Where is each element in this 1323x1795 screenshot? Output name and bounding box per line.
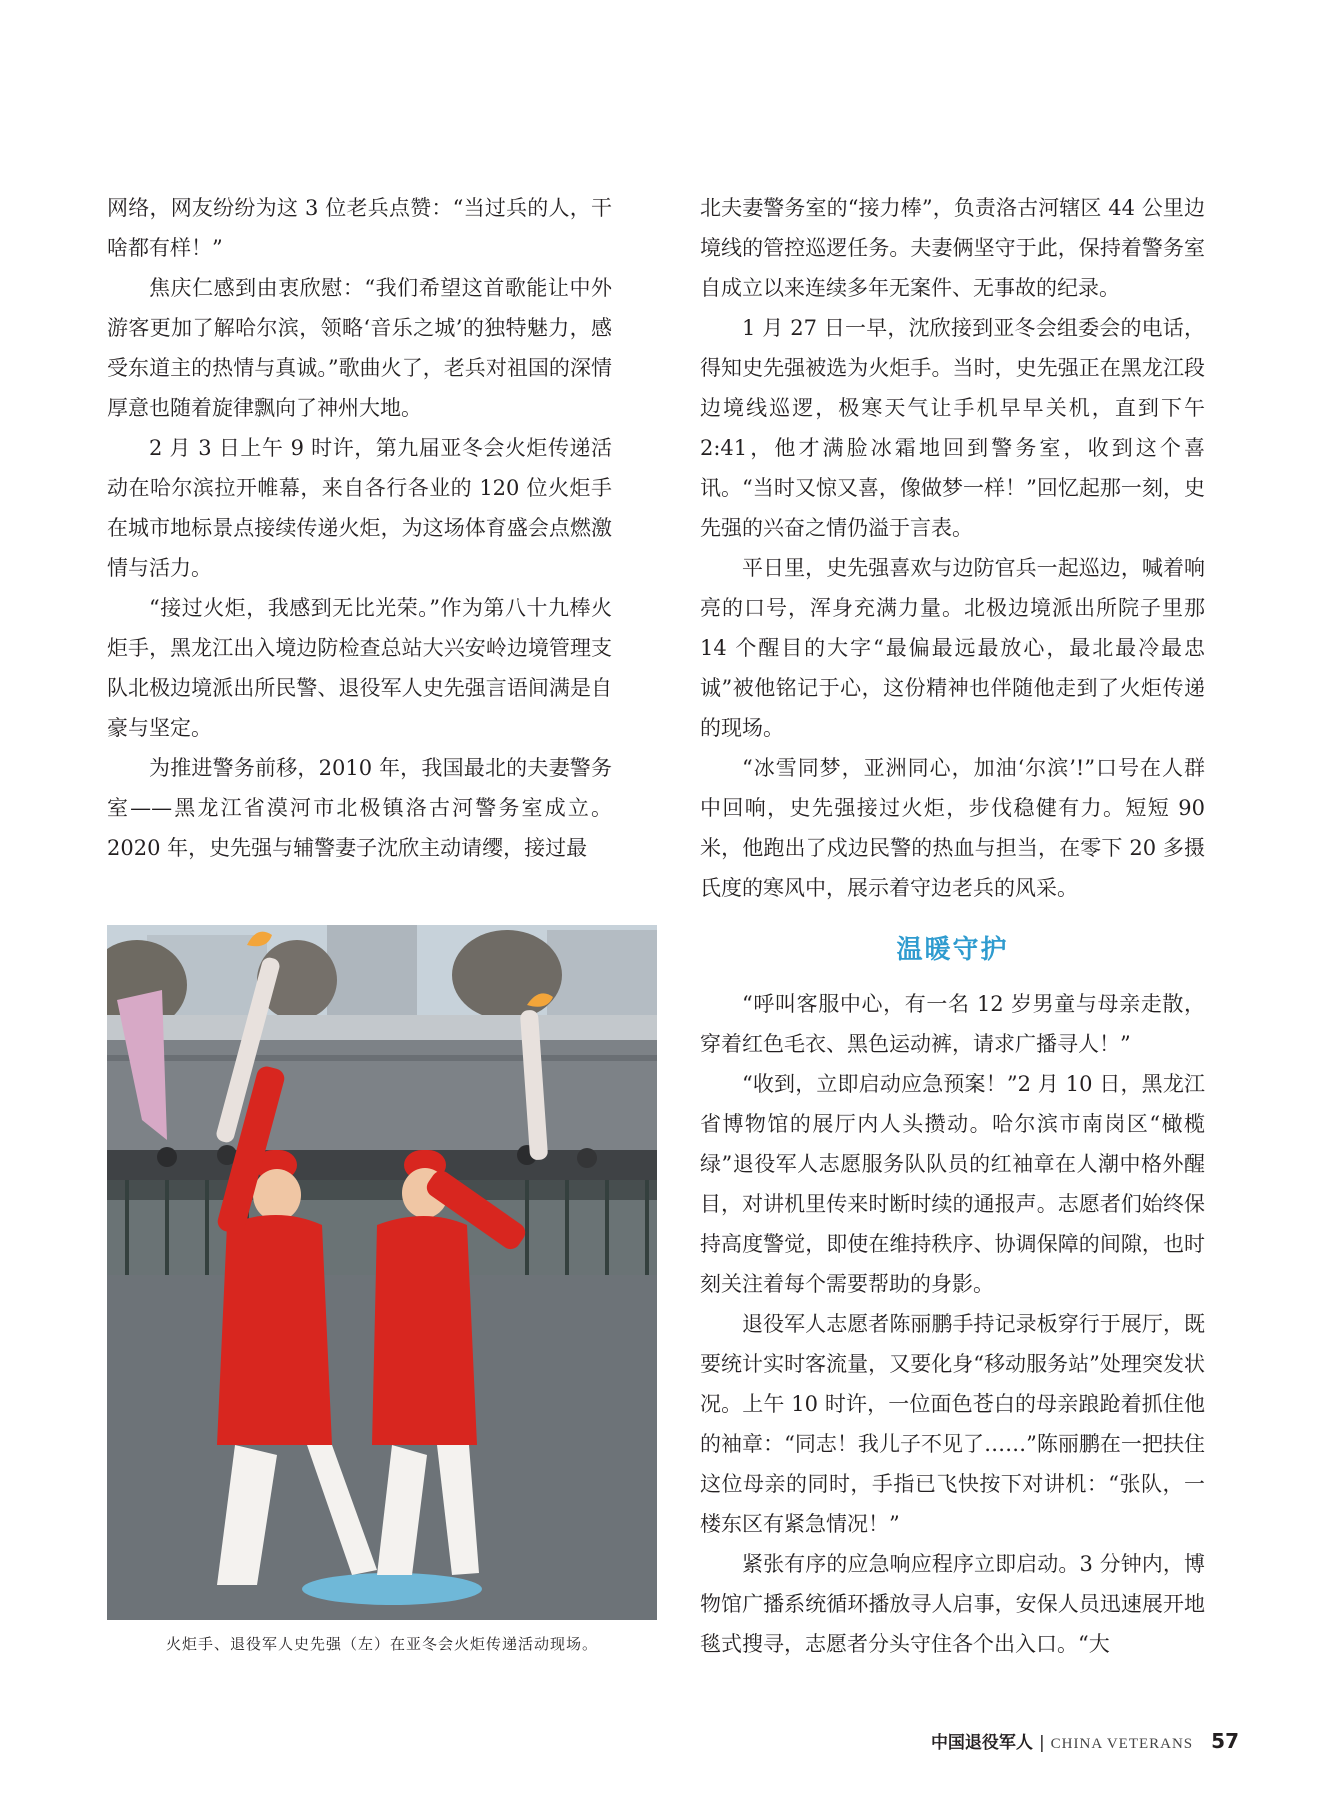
paragraph: 网络，网友纷纷为这 3 位老兵点赞：“当过兵的人，干啥都有样！” [107,196,612,260]
publication-name: 中国退役军人 [930,1733,1033,1753]
paragraph: 2 月 3 日上午 9 时许，第九届亚冬会火炬传递活动在哈尔滨拉开帷幕，来自各行各业的 120 位火炬手在城市地标景点接续传递火炬，为这场体育盛会点燃激情与活力。 [107,436,612,580]
page-number: 57 [1211,1729,1239,1753]
section-heading: 温暖守护 [896,935,1009,965]
paragraph: 紧张有序的应急响应程序立即启动。3 分钟内，博物馆广播系统循环播放寻人启事，安保人员迅速展开地毯式搜寻，志愿者分头守住各个出入口。“大 [700,1552,1205,1656]
photo-illustration [107,925,657,1620]
torch-relay-photo [107,925,657,1620]
paragraph: “呼叫客服中心，有一名 12 岁男童与母亲走散，穿着红色毛衣、黑色运动裤，请求广播寻人！” [700,992,1205,1056]
paragraph: 为推进警务前移，2010 年，我国最北的夫妻警务室——黑龙江省漠河市北极镇洛古河警务室成立。2020 年，史先强与辅警妻子沈欣主动请缨，接过最 [107,756,612,860]
page-footer [931,1728,1239,1753]
paragraph: 北夫妻警务室的“接力棒”，负责洛古河辖区 44 公里边境线的管控巡逻任务。夫妻俩坚守于此，保持着警务室自成立以来连续多年无案件、无事故的纪录。 [700,196,1205,300]
paragraph: “接过火炬，我感到无比光荣。”作为第八十九棒火炬手，黑龙江出入境边防检查总站大兴安岭边境管理支队北极边境派出所民警、退役军人史先强言语间满是自豪与坚定。 [107,596,612,740]
paragraph: 焦庆仁感到由衷欣慰：“我们希望这首歌能让中外游客更加了解哈尔滨，领略‘音乐之城’的独特魅力，感受东道主的热情与真诚。”歌曲火了，老兵对祖国的深情厚意也随着旋律飘向了神州大地。 [107,276,612,420]
paragraph: “收到，立即启动应急预案！”2 月 10 日，黑龙江省博物馆的展厅内人头攒动。哈尔滨市南岗区“橄榄绿”退役军人志愿服务队队员的红袖章在人潮中格外醒目，对讲机里传来时断时续的通报声。志愿者们始终保持高度警觉，即使在维持秩序、协调保障的间隙，也时刻关注着每个需要帮助的身影。 [700,1072,1205,1296]
paragraph: “冰雪同梦，亚洲同心，加油‘尔滨’!”口号在人群中回响，史先强接过火炬，步伐稳健有力。短短 90 米，他跑出了戍边民警的热血与担当，在零下 20 多摄氏度的寒风中，展示着守边老兵的风采。 [700,756,1205,900]
left-text-column [107,188,612,868]
paragraph: 退役军人志愿者陈丽鹏手持记录板穿行于展厅，既要统计实时客流量，又要化身“移动服务站”处理突发状况。上午 10 时许，一位面色苍白的母亲踉跄着抓住他的袖章：“同志！我儿子不见了……”陈丽鹏在一把扶住这位母亲的同时，手指已飞快按下对讲机：“张队，一楼东区有紧急情况！” [700,1312,1205,1536]
photo-caption: 火炬手、退役军人史先强（左）在亚冬会火炬传递活动现场。 [165,1635,598,1653]
right-text-column [700,188,1205,1664]
publication-name-en: CHINA VETERANS [1050,1736,1194,1752]
paragraph: 1 月 27 日一早，沈欣接到亚冬会组委会的电话，得知史先强被选为火炬手。当时，史先强正在黑龙江段边境线巡逻，极寒天气让手机早早关机，直到下午 2:41，他才满脸冰霜地回到警务室，收到这个喜讯。“当时又惊又喜，像做梦一样！”回忆起那一刻，史先强的兴奋之情仍溢于言表。 [700,316,1205,540]
paragraph: 平日里，史先强喜欢与边防官兵一起巡边，喊着响亮的口号，浑身充满力量。北极边境派出所院子里那 14 个醒目的大字“最偏最远最放心，最北最冷最忠诚”被他铭记于心，这份精神也伴随他走到了火炬传递的现场。 [700,556,1205,740]
footer-separator: | [1038,1733,1045,1753]
